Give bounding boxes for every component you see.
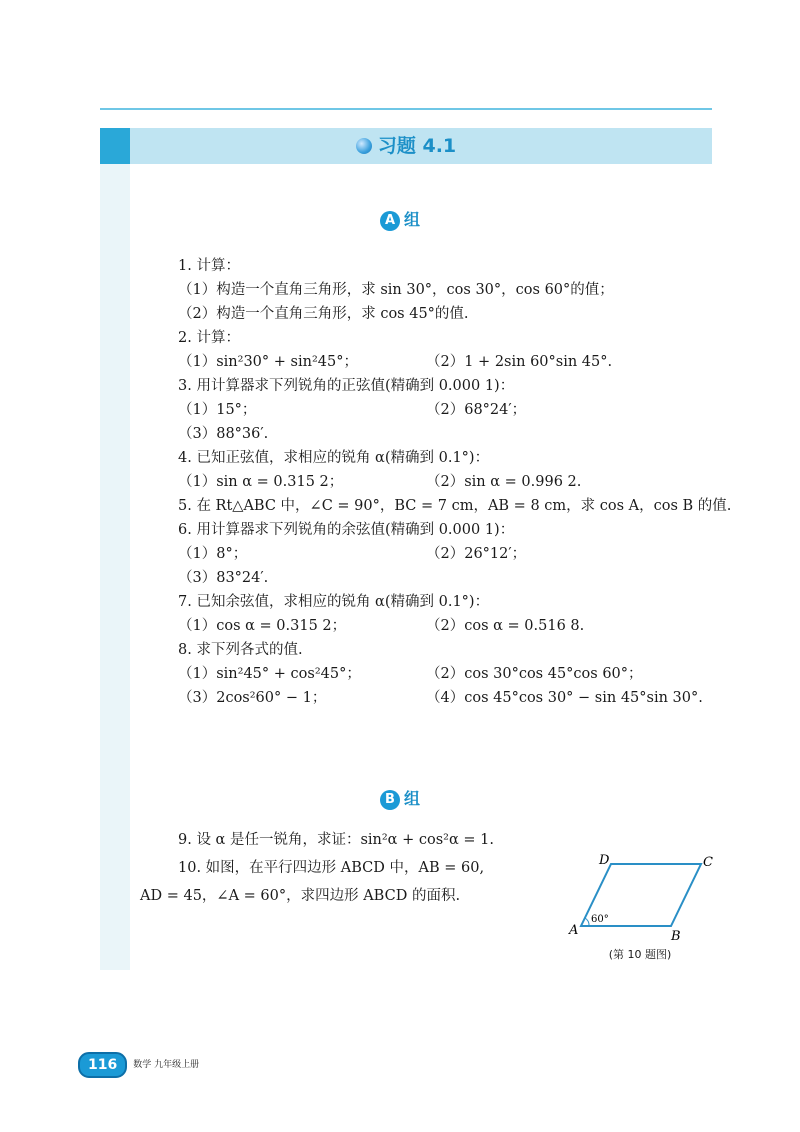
line-text: （3）83°24′. [178, 570, 269, 586]
line-text: （1）8°； [178, 546, 248, 562]
exercise-line [178, 662, 698, 686]
line-text-col2: （4）cos 45°cos 30° − sin 45°sin 30°. [426, 690, 703, 706]
line-text-col2: （2）26°12′； [426, 546, 527, 562]
group-a-badge: A [380, 211, 400, 231]
exercise-line [178, 542, 698, 566]
top-rule [100, 108, 712, 110]
line-text: 9. 设 α 是任一锐角，求证：sin²α + cos²α = 1. [178, 832, 494, 848]
line-text-col2: （2）cos α = 0.516 8. [426, 618, 585, 634]
line-text: （1）构造一个直角三角形，求 sin 30°，cos 30°，cos 60°的值； [178, 282, 614, 298]
exercise-line [178, 566, 698, 590]
page-footer [78, 1052, 199, 1078]
group-a-heading [0, 207, 800, 231]
globe-icon [356, 138, 372, 154]
line-text: 1. 计算： [178, 258, 240, 274]
line-text: 8. 求下列各式的值. [178, 642, 303, 658]
book-title: 数学 九年级上册 [133, 1060, 200, 1070]
exercise-line [178, 614, 698, 638]
line-text-col2: （2）cos 30°cos 45°cos 60°； [426, 666, 643, 682]
line-text: 10. 如图，在平行四边形 ABCD 中，AB = 60, [178, 860, 485, 876]
line-text: AD = 45，∠A = 60°，求四边形 ABCD 的面积. [140, 888, 461, 904]
exercise-line [178, 446, 698, 470]
exercise-line [178, 590, 698, 614]
line-text: （1）sin α = 0.315 2； [178, 474, 344, 490]
line-text-col2: （2）sin α = 0.996 2. [426, 474, 582, 490]
exercise-line [178, 638, 698, 662]
exercise-line [178, 326, 698, 350]
side-strip [100, 128, 130, 970]
exercise-line [178, 302, 698, 326]
exercise-line [178, 374, 698, 398]
exercise-line [178, 254, 698, 278]
exercise-line [140, 884, 560, 908]
title-label: 习题 4.1 [377, 135, 457, 157]
line-text: （3）88°36′. [178, 426, 269, 442]
exercise-line [178, 350, 698, 374]
group-a-label: 组 [403, 210, 420, 229]
line-text: （1）sin²30° + sin²45°； [178, 354, 358, 370]
line-text: 3. 用计算器求下列锐角的正弦值(精确到 0.000 1)： [178, 378, 515, 394]
angle-arc [585, 918, 589, 926]
line-text: （3）2cos²60° − 1； [178, 690, 327, 706]
group-b-label: 组 [403, 789, 420, 808]
line-text: 7. 已知余弦值，求相应的锐角 α(精确到 0.1°)： [178, 594, 490, 610]
exercise-line [178, 470, 698, 494]
exercise-10-continued [140, 884, 560, 908]
exercise-line [178, 422, 698, 446]
exercise-line [178, 278, 698, 302]
line-text: （1）cos α = 0.315 2； [178, 618, 347, 634]
line-text: （2）构造一个直角三角形，求 cos 45°的值. [178, 306, 469, 322]
exercise-line [178, 686, 703, 710]
exercise-line [178, 494, 732, 518]
group-b-badge: B [380, 790, 400, 810]
group-a-exercises [178, 254, 732, 710]
parallelogram-figure [565, 852, 715, 962]
title-bar [100, 128, 712, 164]
line-text: 6. 用计算器求下列锐角的余弦值(精确到 0.000 1)： [178, 522, 515, 538]
line-text: 2. 计算： [178, 330, 240, 346]
line-text: （1）sin²45° + cos²45°； [178, 666, 361, 682]
vertex-label-a: A [569, 923, 579, 938]
line-text-col2: （2）1 + 2sin 60°sin 45°. [426, 354, 613, 370]
line-text: （1）15°； [178, 402, 257, 418]
exercise-line [178, 828, 698, 852]
figure-caption: (第 10 题图) [608, 948, 672, 961]
page-title [100, 128, 712, 164]
page-number: 116 [78, 1052, 127, 1078]
group-b-heading [0, 786, 800, 810]
parallelogram-svg [565, 852, 715, 944]
line-text: 5. 在 Rt△ABC 中，∠C = 90°，BC = 7 cm，AB = 8 cm，求 cos A，cos B 的值. [178, 498, 732, 514]
line-text: 4. 已知正弦值，求相应的锐角 α(精确到 0.1°)： [178, 450, 490, 466]
exercise-line [178, 518, 698, 542]
vertex-label-d: D [599, 853, 610, 868]
exercise-line [178, 398, 698, 422]
vertex-label-c: C [703, 855, 713, 870]
angle-label: 60° [591, 914, 609, 925]
vertex-label-b: B [671, 929, 681, 944]
line-text-col2: （2）68°24′； [426, 402, 527, 418]
